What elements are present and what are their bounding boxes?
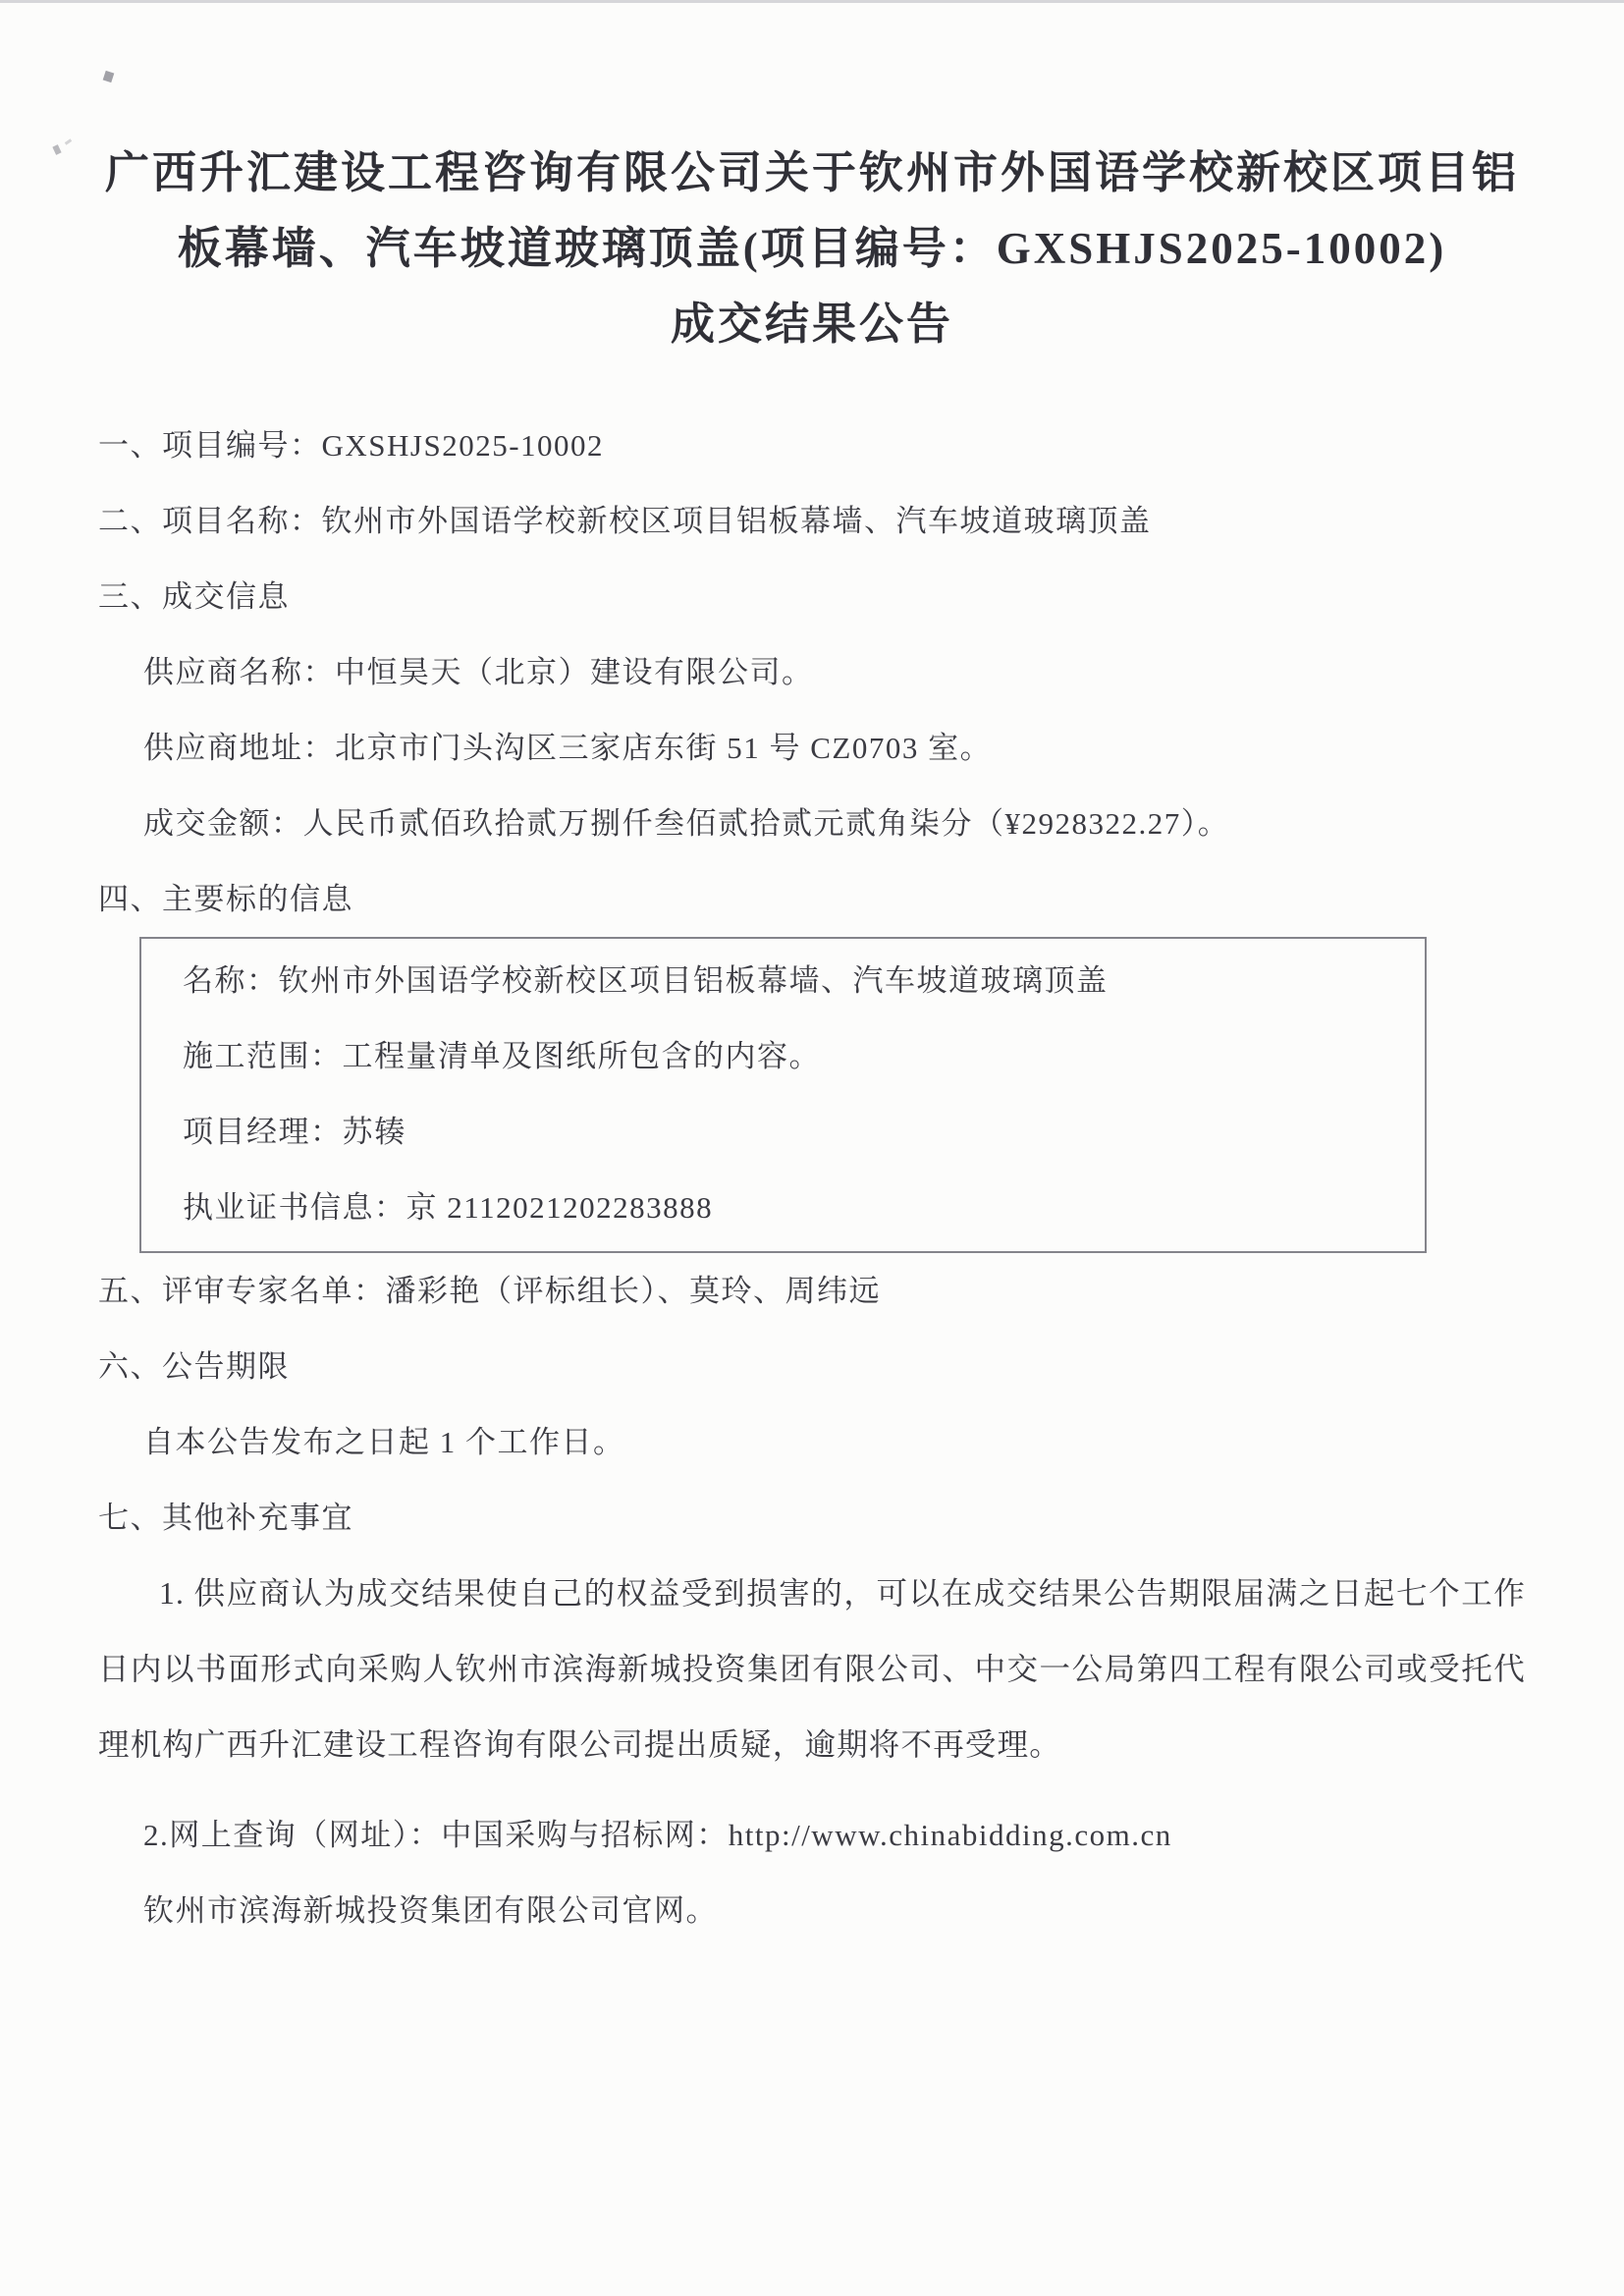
subject-name-line: 名称：钦州市外国语学校新校区项目铝板幕墙、汽车坡道玻璃顶盖 — [183, 963, 1109, 998]
section-experts: 五、评审专家名单：潘彩艳（评标组长）、莫玲、周纬远 — [98, 1274, 881, 1308]
section-subject-info-heading: 四、主要标的信息 — [98, 882, 353, 916]
period-body-line: 自本公告发布之日起 1 个工作日。 — [143, 1425, 625, 1459]
document-body — [98, 408, 1526, 1948]
award-amount-line: 成交金额：人民币贰佰玖拾贰万捌仟叁佰贰拾贰元贰角柒分（¥2928322.27）。 — [143, 806, 1230, 841]
supplier-address-line: 供应商地址：北京市门头沟区三家店东街 51 号 CZ0703 室。 — [143, 731, 993, 765]
scan-speck — [103, 71, 115, 82]
scan-speck — [52, 144, 61, 155]
title-line-1: 广西升汇建设工程咨询有限公司关于钦州市外国语学校新校区项目铝 — [104, 148, 1519, 197]
section-other-heading: 七、其他补充事宜 — [98, 1501, 353, 1535]
subject-scope-line: 施工范围：工程量清单及图纸所包含的内容。 — [183, 1039, 821, 1073]
subject-manager-line: 项目经理：苏辏 — [183, 1115, 406, 1149]
other-paragraph-1: 1. 供应商认为成交结果使自己的权益受到损害的，可以在成交结果公告期限届满之日起七个工作日内以书面形式向采购人钦州市滨海新城投资集团有限公司、中交一公局第四工程有限公司或受托代理机构广西升汇建设工程咨询有限公司提出质疑，逾期将不再受理。 — [98, 1576, 1526, 1762]
section-project-number: 一、项目编号：GXSHJS2025-10002 — [98, 428, 605, 463]
other-paragraph-3: 钦州市滨海新城投资集团有限公司官网。 — [143, 1893, 718, 1928]
subject-license-line: 执业证书信息：京 2112021202283888 — [183, 1190, 714, 1225]
supplier-name-line: 供应商名称：中恒昊天（北京）建设有限公司。 — [143, 655, 814, 689]
scan-speck — [65, 138, 72, 144]
section-award-info-heading: 三、成交信息 — [98, 579, 290, 614]
title-line-3: 成交结果公告 — [670, 300, 953, 349]
section-period-heading: 六、公告期限 — [98, 1349, 290, 1384]
document-content — [98, 136, 1526, 1948]
other-paragraph-2: 2.网上查询（网址）：中国采购与招标网：http://www.chinabidding.com.cn — [143, 1818, 1172, 1852]
section-project-name: 二、项目名称：钦州市外国语学校新校区项目铝板幕墙、汽车坡道玻璃顶盖 — [98, 504, 1152, 538]
scan-edge-shadow — [0, 0, 1624, 3]
subject-info-box — [139, 937, 1427, 1253]
title-line-2: 板幕墙、汽车坡道玻璃顶盖(项目编号：GXSHJS2025-10002) — [177, 224, 1447, 273]
document-title — [98, 136, 1526, 362]
